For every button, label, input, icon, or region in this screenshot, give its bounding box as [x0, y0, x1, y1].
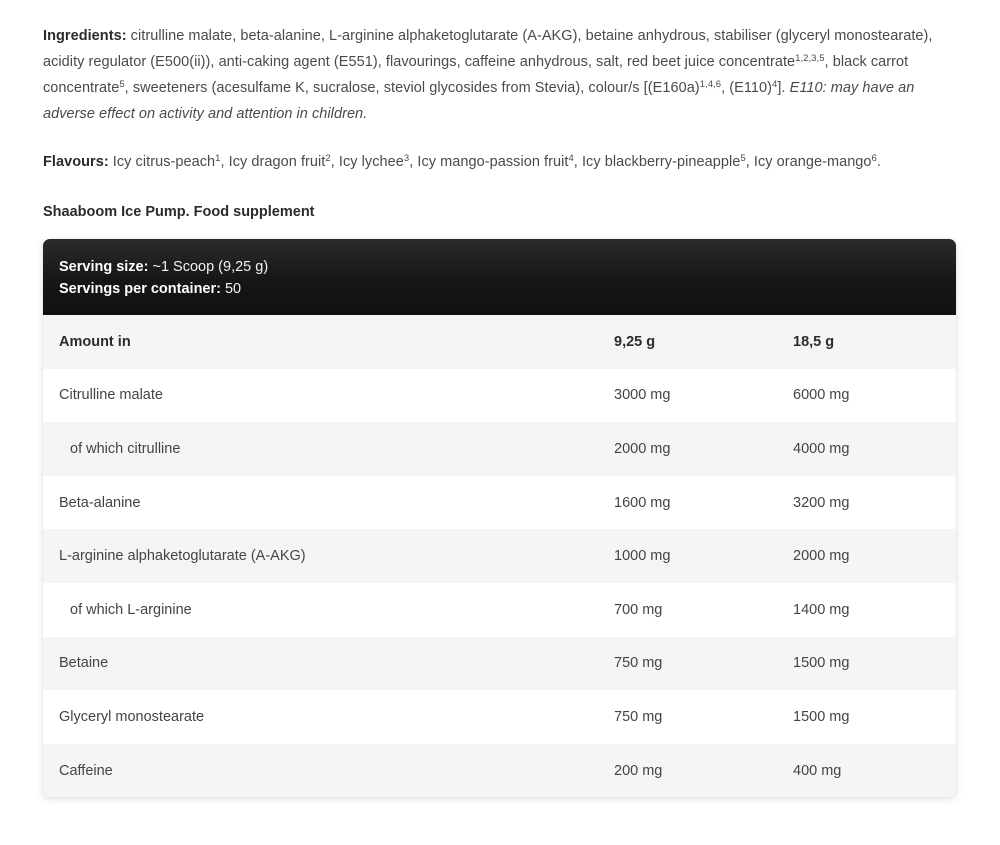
column-header-single-serving: 9,25 g [614, 333, 656, 350]
amount-double-serving: 3200 mg [793, 494, 850, 511]
footnote-ref: 1 [215, 152, 221, 164]
serving-size-label: Serving size: [59, 259, 149, 275]
amount-double-serving: 1400 mg [793, 601, 850, 618]
footnote-ref: 1,2,3,5 [795, 52, 825, 64]
footnote-ref: 1,4,6 [699, 78, 722, 90]
amount-single-serving: 750 mg [614, 708, 663, 725]
flavour-item: Icy blackberry-pineapple [577, 154, 741, 170]
ingredients-text: , black carrot concentrate [43, 54, 909, 96]
flavours-paragraph [43, 149, 957, 175]
table-row [43, 476, 956, 530]
nutrient-name: of which citrulline [70, 440, 181, 457]
amount-double-serving: 400 mg [793, 762, 842, 779]
footnote-ref: 5 [740, 152, 746, 164]
table-body [43, 369, 956, 798]
table-row [43, 583, 956, 637]
flavour-item: Icy lychee [334, 154, 404, 170]
e110-warning: E110: may have an adverse effect on activity and attention in children. [43, 80, 915, 122]
footnote-ref: 5 [119, 78, 125, 90]
serving-size [59, 256, 940, 278]
amount-double-serving: 4000 mg [793, 440, 850, 457]
product-title: Shaaboom Ice Pump. Food supplement [43, 204, 315, 220]
table-header-row [43, 315, 956, 369]
flavour-list [109, 154, 881, 170]
amount-single-serving: 750 mg [614, 655, 663, 672]
amount-double-serving: 6000 mg [793, 387, 850, 404]
amount-single-serving: 3000 mg [614, 387, 671, 404]
ingredients-paragraph [43, 23, 957, 127]
flavour-item: Icy mango-passion fruit [413, 154, 569, 170]
column-header-amount: Amount in [59, 333, 131, 350]
ingredients-text: , sweeteners (acesulfame K, sucralose, steviol glycosides from Stevia), colour/s [(E160a) [124, 80, 700, 96]
flavour-item: Icy citrus-peach [108, 154, 216, 170]
separator: . [876, 154, 881, 170]
separator: , [745, 154, 750, 170]
footnote-ref: 2 [325, 152, 331, 164]
amount-single-serving: 700 mg [614, 601, 663, 618]
nutrient-name: Citrulline malate [59, 387, 163, 404]
servings-value: 50 [220, 281, 242, 297]
separator: , [409, 154, 414, 170]
serving-size-value: ~1 Scoop (9,25 g) [148, 259, 269, 275]
nutrient-name: Beta-alanine [59, 494, 141, 511]
table-row [43, 744, 956, 798]
servings-per-container [59, 278, 940, 300]
ingredients-text: ]. [777, 80, 790, 96]
serving-info [43, 239, 956, 315]
ingredients-text: , (E110) [721, 80, 772, 96]
nutrition-table [43, 239, 956, 797]
table-row [43, 637, 956, 691]
amount-double-serving: 2000 mg [793, 548, 850, 565]
amount-single-serving: 1000 mg [614, 548, 671, 565]
nutrient-name: Glyceryl monostearate [59, 708, 205, 725]
separator: , [220, 154, 225, 170]
nutrient-name: L-arginine alphaketoglutarate (A-AKG) [59, 548, 306, 565]
footnote-ref: 6 [871, 152, 877, 164]
table-row [43, 422, 956, 476]
column-header-double-serving: 18,5 g [793, 333, 835, 350]
nutrient-name: Caffeine [59, 762, 113, 779]
flavour-item: Icy orange-mango [749, 154, 872, 170]
amount-double-serving: 1500 mg [793, 708, 850, 725]
servings-label: Servings per container: [59, 281, 221, 297]
amount-single-serving: 1600 mg [614, 494, 671, 511]
table-row [43, 529, 956, 583]
amount-double-serving: 1500 mg [793, 655, 850, 672]
flavour-item: Icy dragon fruit [224, 154, 326, 170]
footnote-ref: 4 [772, 78, 778, 90]
footnote-ref: 3 [403, 152, 410, 164]
nutrient-name: of which L-arginine [70, 601, 192, 618]
separator: , [573, 154, 578, 170]
amount-single-serving: 2000 mg [614, 440, 671, 457]
flavours-label: Flavours: [43, 154, 109, 170]
separator: , [330, 154, 335, 170]
table-row [43, 690, 956, 744]
footnote-ref: 4 [568, 152, 574, 164]
nutrient-name: Betaine [59, 655, 109, 672]
table-row [43, 369, 956, 423]
ingredients-text: citrulline malate, beta-alanine, L-arginine alphaketoglutarate (A-AKG), betaine anhydrous, stabiliser (glyceryl monostearate), acidity regulator (E500(ii)), anti-caking agent (E551), flavourings, caffeine anhydrous, salt, red beet juice concentrate [43, 28, 933, 70]
amount-single-serving: 200 mg [614, 762, 663, 779]
ingredients-label: Ingredients: [43, 28, 127, 44]
